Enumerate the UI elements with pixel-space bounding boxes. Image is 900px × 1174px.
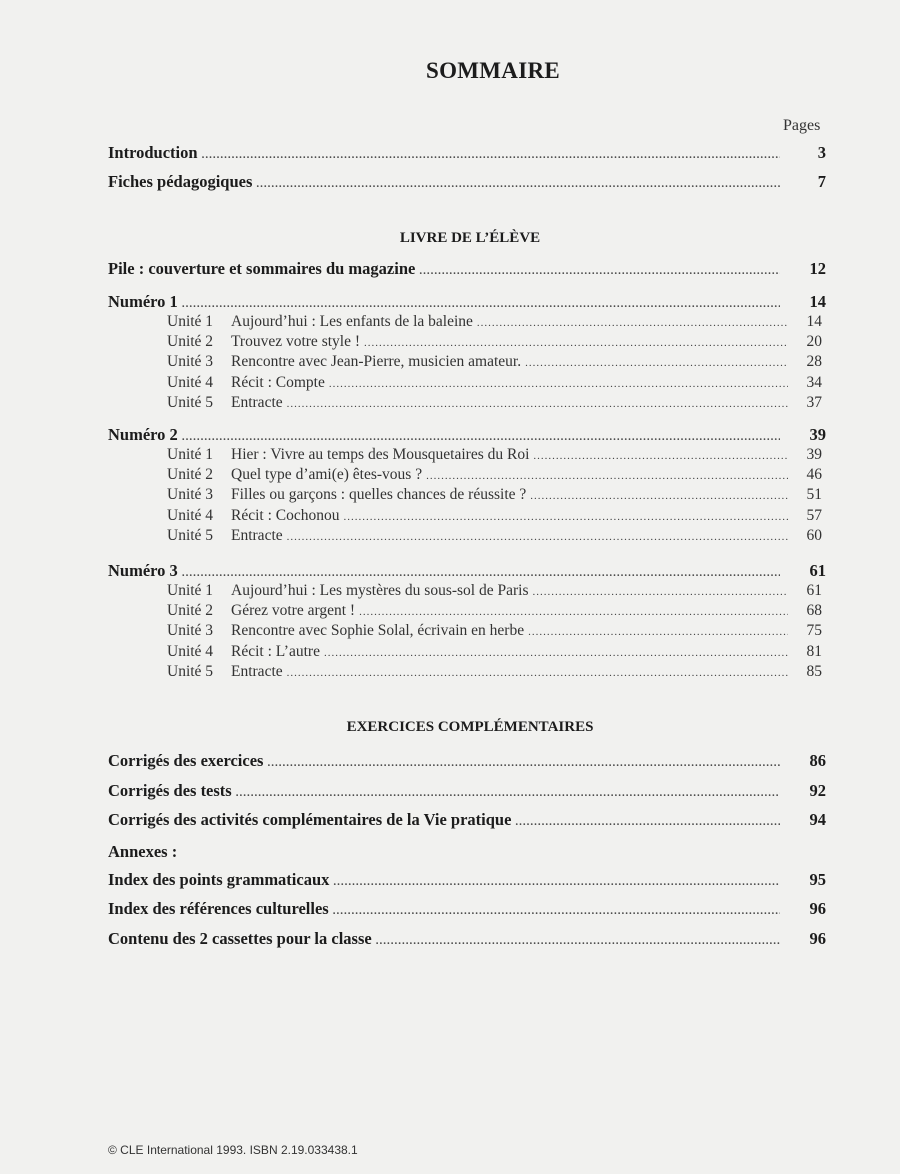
- unit-number: Unité 2: [167, 466, 214, 484]
- unit-title: Récit : L’autre: [231, 642, 320, 660]
- dot-leader: [533, 450, 788, 466]
- dot-leader: [267, 757, 780, 773]
- page-number: 34: [806, 373, 822, 391]
- unit-title: Entracte: [231, 393, 283, 411]
- dot-leader: [182, 431, 780, 447]
- entry-label: Corrigés des exercices: [108, 751, 264, 770]
- page-number: 14: [809, 292, 826, 311]
- dot-leader: [528, 626, 788, 642]
- toc-unit-entry[interactable]: [167, 663, 822, 683]
- unit-title: Entracte: [231, 662, 283, 680]
- toc-unit-entry[interactable]: [167, 527, 822, 547]
- page-number: 12: [809, 259, 826, 278]
- unit-number: Unité 5: [167, 526, 214, 544]
- unit-number: Unité 4: [167, 642, 214, 660]
- dot-leader: [287, 398, 788, 414]
- toc-entry-fiches[interactable]: [108, 172, 826, 192]
- toc-unit-entry[interactable]: [167, 353, 822, 373]
- toc-unit-entry[interactable]: [167, 466, 822, 486]
- toc-unit-entry[interactable]: [167, 374, 822, 394]
- dot-leader: [287, 667, 788, 683]
- dot-leader: [182, 298, 780, 314]
- unit-number: Unité 2: [167, 602, 214, 620]
- unit-title: Récit : Cochonou: [231, 506, 340, 524]
- entry-label: Annexes :: [108, 842, 178, 861]
- dot-leader: [364, 337, 788, 353]
- toc-unit-entry[interactable]: [167, 622, 822, 642]
- toc-entry-numero-1[interactable]: [108, 292, 826, 312]
- unit-number: Unité 4: [167, 506, 214, 524]
- dot-leader: [419, 265, 780, 281]
- page-number: 96: [809, 929, 826, 948]
- entry-label: Index des points grammaticaux: [108, 870, 330, 889]
- toc-unit-entry[interactable]: [167, 602, 822, 622]
- unit-title: Aujourd’hui : Les enfants de la baleine: [231, 313, 473, 330]
- entry-label: Index des références culturelles: [108, 899, 329, 918]
- dot-leader: [477, 317, 788, 333]
- page-number: 39: [806, 446, 822, 463]
- page-number: 60: [806, 526, 822, 544]
- page-number: 46: [806, 466, 822, 484]
- toc-unit-entry[interactable]: [167, 446, 822, 466]
- page-number: 3: [817, 143, 826, 162]
- unit-title: Aujourd’hui : Les mystères du sous-sol de Paris: [231, 582, 529, 599]
- unit-title: Rencontre avec Sophie Solal, écrivain en herbe: [231, 622, 525, 640]
- unit-number: Unité 3: [167, 486, 214, 504]
- page-number: 75: [806, 622, 822, 640]
- dot-leader: [344, 511, 789, 527]
- section-heading-livre: LIVRE DE L’ÉLÈVE: [399, 230, 541, 246]
- entry-label: Introduction: [108, 143, 198, 162]
- page-number: 28: [806, 353, 822, 371]
- entry-label: Corrigés des activités complémentaires de la Vie pratique: [108, 810, 512, 829]
- page-number: 81: [806, 642, 822, 660]
- toc-entry-introduction[interactable]: [108, 143, 826, 163]
- entry-label: Fiches pédagogiques: [108, 172, 253, 191]
- page-number: 51: [806, 486, 822, 504]
- unit-number: Unité 1: [167, 446, 214, 463]
- unit-number: Unité 3: [167, 353, 214, 371]
- dot-leader: [376, 935, 780, 951]
- annexes-label[interactable]: [108, 842, 826, 862]
- dot-leader: [287, 531, 788, 547]
- page-title: SOMMAIRE: [425, 58, 560, 83]
- unit-title: Quel type d’ami(e) êtes-vous ?: [231, 466, 423, 484]
- unit-title: Entracte: [231, 526, 283, 544]
- dot-leader: [530, 490, 788, 506]
- toc-entry-numero-3[interactable]: [108, 561, 826, 581]
- section-heading-exercices: EXERCICES COMPLÉMENTAIRES: [346, 719, 594, 735]
- toc-entry-annexe[interactable]: [108, 870, 826, 890]
- page-number: 14: [806, 313, 822, 330]
- entry-label: Pile : couverture et sommaires du magazine: [108, 259, 416, 278]
- dot-leader: [525, 357, 788, 373]
- unit-number: Unité 5: [167, 662, 214, 680]
- page-number: 92: [809, 781, 826, 800]
- dot-leader: [324, 647, 788, 663]
- toc-unit-entry[interactable]: [167, 582, 822, 602]
- dot-leader: [182, 567, 780, 583]
- unit-title: Récit : Compte: [231, 373, 325, 391]
- entry-label: Corrigés des tests: [108, 781, 232, 800]
- page-number: 94: [809, 810, 826, 829]
- unit-number: Unité 4: [167, 373, 214, 391]
- toc-entry-corriges[interactable]: [108, 781, 826, 801]
- unit-title: Rencontre avec Jean-Pierre, musicien amateur.: [231, 353, 522, 371]
- dot-leader: [256, 178, 780, 194]
- page-number: 85: [806, 662, 822, 680]
- page-number: 57: [806, 506, 822, 524]
- dot-leader: [202, 149, 780, 165]
- toc-unit-entry[interactable]: [167, 643, 822, 663]
- unit-title: Gérez votre argent !: [231, 602, 356, 620]
- dot-leader: [532, 586, 788, 602]
- page-number: 61: [809, 561, 826, 580]
- page-number: 61: [806, 582, 822, 599]
- unit-title: Hier : Vivre au temps des Mousquetaires du Roi: [231, 446, 530, 463]
- toc-unit-entry[interactable]: [167, 507, 822, 527]
- toc-entry-numero-2[interactable]: [108, 425, 826, 445]
- unit-number: Unité 5: [167, 393, 214, 411]
- page-number: 96: [809, 899, 826, 918]
- dot-leader: [329, 378, 788, 394]
- page-number: 86: [809, 751, 826, 770]
- unit-number: Unité 1: [167, 313, 214, 330]
- page-number: 95: [809, 870, 826, 889]
- unit-number: Unité 2: [167, 333, 214, 351]
- toc-unit-entry[interactable]: [167, 333, 822, 353]
- dot-leader: [426, 470, 788, 486]
- toc-entry-annexe[interactable]: [108, 929, 826, 949]
- dot-leader: [333, 876, 780, 892]
- toc-entry-corriges[interactable]: [108, 810, 826, 830]
- entry-label: Numéro 1: [108, 292, 178, 311]
- toc-entry-corriges[interactable]: [108, 751, 826, 771]
- page-number: 7: [817, 172, 826, 191]
- toc-unit-entry[interactable]: [167, 394, 822, 414]
- entry-label: Numéro 3: [108, 561, 178, 580]
- page-number: 39: [809, 425, 826, 444]
- copyright-footer: © CLE International 1993. ISBN 2.19.033438.1: [108, 1143, 358, 1157]
- page-number: 37: [806, 393, 822, 411]
- dot-leader: [515, 816, 780, 832]
- pages-column-label: Pages: [783, 117, 821, 134]
- toc-entry-pile[interactable]: [108, 259, 826, 279]
- dot-leader: [359, 606, 788, 622]
- entry-label: Contenu des 2 cassettes pour la classe: [108, 929, 372, 948]
- unit-title: Trouvez votre style !: [231, 333, 361, 351]
- toc-entry-annexe[interactable]: [108, 899, 826, 919]
- page-number: 68: [806, 602, 822, 620]
- entry-label: Numéro 2: [108, 425, 178, 444]
- unit-title: Filles ou garçons : quelles chances de réussite ?: [231, 486, 527, 504]
- unit-number: Unité 3: [167, 622, 214, 640]
- toc-unit-entry[interactable]: [167, 313, 822, 333]
- toc-unit-entry[interactable]: [167, 486, 822, 506]
- unit-number: Unité 1: [167, 582, 214, 599]
- page-number: 20: [806, 333, 822, 351]
- dot-leader: [333, 905, 780, 921]
- dot-leader: [236, 787, 780, 803]
